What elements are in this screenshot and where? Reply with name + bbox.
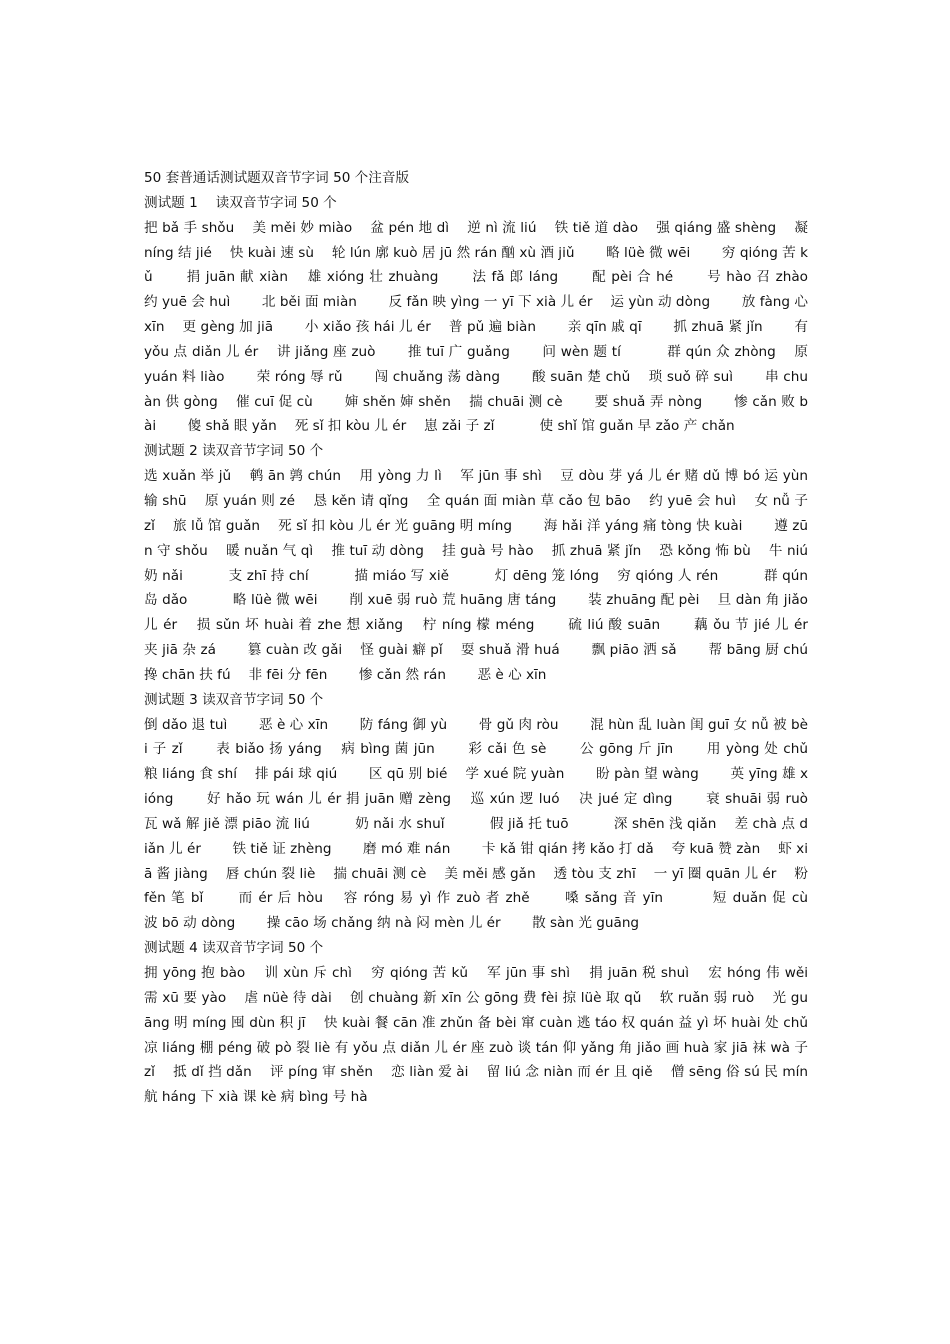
- section-heading-1: 测试题 1 读双音节字词 50 个: [144, 194, 337, 211]
- document-body: [144, 166, 840, 1110]
- document-title: 50 套普通话测试题双音节字词 50 个注音版: [144, 170, 410, 186]
- section-heading-3: 测试题 3 读双音节字词 50 个: [144, 691, 324, 708]
- section-paragraph-2: 选 xuǎn 举 jǔ 鹌 ān 鹑 chún 用 yòng 力 lì 军 jūn 事 shì 豆 dòu 芽 yá 儿 ér 赌 dǔ 博 bó 运 yùn 输 shū 原 yuán 则 zé 恳 kěn 请 qǐng 全 quán 面 miàn 草 cǎo 包 bāo 约 yuē 会 huì 女 nǚ 子 zǐ 旅 lǚ 馆 guǎn 死 sǐ 扣 kòu 儿 ér 光 guāng 明 míng 海 hǎi 洋 yáng 痛 tòng 快 kuài 遵 zūn 守 shǒu 暖 nuǎn 气 qì 推 tuī 动 dòng 挂 guà 号 hào 抓 zhuā 紧 jǐn 恐 kǒng 怖 bù 牛 niú 奶 nǎi 支 zhī 持 chí 描 miáo 写 xiě 灯 dēng 笼 lóng 穷 qióng 人 rén 群 qún 岛 dǎo 略 lüè 微 wēi 削 xuē 弱 ruò 荒 huāng 唐 táng 装 zhuāng 配 pèi 旦 dàn 角 jiǎo 儿 ér 损 sǔn 坏 huài 着 zhe 想 xiǎng 柠 níng 檬 méng 硫 liú 酸 suān 藕 ǒu 节 jié 儿 ér 夹 jiā 杂 zá 篡 cuàn 改 gǎi 怪 guài 癖 pǐ 耍 shuǎ 滑 huá 飘 piāo 洒 sǎ 帮 bāng 厨 chú 搀 chān 扶 fú 非 fēi 分 fēn 惨 cǎn 然 rán 恶 è 心 xīn: [144, 468, 840, 683]
- section-paragraph-4: 拥 yōng 抱 bào 训 xùn 斥 chì 穷 qióng 苦 kǔ 军 jūn 事 shì 捐 juān 税 shuì 宏 hóng 伟 wěi 需 xū 要 yào 虐 nüè 待 dài 创 chuàng 新 xīn 公 gōng 费 fèi 掠 lüè 取 qǔ 软 ruǎn 弱 ruò 光 guāng 明 míng 囤 dùn 积 jī 快 kuài 餐 cān 准 zhǔn 备 bèi 窜 cuàn 逃 táo 权 quán 益 yì 坏 huài 处 chǔ 凉 liáng 棚 péng 破 pò 裂 liè 有 yǒu 点 diǎn 儿 ér 座 zuò 谈 tán 仰 yǎng 角 jiǎo 画 huà 家 jiā 袜 wà 子 zǐ 抵 dǐ 挡 dǎn 评 píng 审 shěn 恋 liàn 爱 ài 留 liú 念 niàn 而 ér 且 qiě 僧 sēng 俗 sú 民 mín 航 háng 下 xià 课 kè 病 bìng 号 hà: [144, 965, 826, 1106]
- section-heading-2: 测试题 2 读双音节字词 50 个: [144, 443, 324, 460]
- section-paragraph-1: 把 bǎ 手 shǒu 美 měi 妙 miào 盆 pén 地 dì 逆 nì 流 liú 铁 tiě 道 dào 强 qiáng 盛 shèng 凝 níng 结 jié 快 kuài 速 sù 轮 lún 廓 kuò 居 jū 然 rán 酗 xù 酒 jiǔ 略 lüè 微 wēi 穷 qióng 苦 kǔ 捐 juān 献 xiàn 雄 xióng 壮 zhuàng 法 fǎ 郎 láng 配 pèi 合 hé 号 hào 召 zhào 约 yuē 会 huì 北 běi 面 miàn 反 fǎn 映 yìng 一 yī 下 xià 儿 ér 运 yùn 动 dòng 放 fàng 心 xīn 更 gèng 加 jiā 小 xiǎo 孩 hái 儿 ér 普 pǔ 遍 biàn 亲 qīn 戚 qī 抓 zhuā 紧 jǐn 有 yǒu 点 diǎn 儿 ér 讲 jiǎng 座 zuò 推 tuī 广 guǎng 问 wèn 题 tí 群 qún 众 zhòng 原 yuán 料 liào 荣 róng 辱 rǔ 闯 chuǎng 荡 dàng 酸 suān 楚 chǔ 琐 suǒ 碎 suì 串 chuàn 供 gòng 催 cuī 促 cù 婶 shěn 婶 shěn 揣 chuāi 测 cè 要 shuǎ 弄 nòng 惨 cǎn 败 bài 傻 shǎ 眼 yǎn 死 sǐ 扣 kòu 儿 ér 崽 zǎi 子 zǐ 使 shǐ 馆 guǎn 早 zǎo 产 chǎn: [144, 219, 826, 435]
- section-paragraph-3: 倒 dǎo 退 tuì 恶 è 心 xīn 防 fáng 御 yù 骨 gǔ 肉 ròu 混 hùn 乱 luàn 闺 guī 女 nǚ 被 bèi 子 zǐ 表 biǎo 扬 yáng 病 bìng 菌 jūn 彩 cǎi 色 sè 公 gōng 斤 jīn 用 yòng 处 chǔ 粮 liáng 食 shí 排 pái 球 qiú 区 qū 别 bié 学 xué 院 yuàn 盼 pàn 望 wàng 英 yīng 雄 xióng 好 hǎo 玩 wán 儿 ér 捐 juān 赠 zèng 巡 xún 逻 luó 决 jué 定 dìng 衰 shuāi 弱 ruò 瓦 wǎ 解 jiě 漂 piāo 流 liú 奶 nǎi 水 shuǐ 假 jiǎ 托 tuō 深 shēn 浅 qiǎn 差 chà 点 diǎn 儿 ér 铁 tiě 证 zhèng 磨 mó 难 nán 卡 kǎ 钳 qián 拷 kǎo 打 dǎ 夸 kuā 赞 zàn 虾 xiā 酱 jiàng 唇 chún 裂 liè 揣 chuāi 测 cè 美 měi 感 gǎn 透 tòu 支 zhī 一 yī 圈 quān 儿 ér 粉 fěn 笔 bǐ 而 ér 后 hòu 容 róng 易 yì 作 zuò 者 zhě 嗓 sǎng 音 yīn 短 duǎn 促 cù 波 bō 动 dòng 操 cāo 场 chǎng 纳 nà 闷 mèn 儿 ér 散 sàn 光 guāng: [144, 716, 840, 932]
- section-heading-4: 测试题 4 读双音节字词 50 个: [144, 940, 324, 957]
